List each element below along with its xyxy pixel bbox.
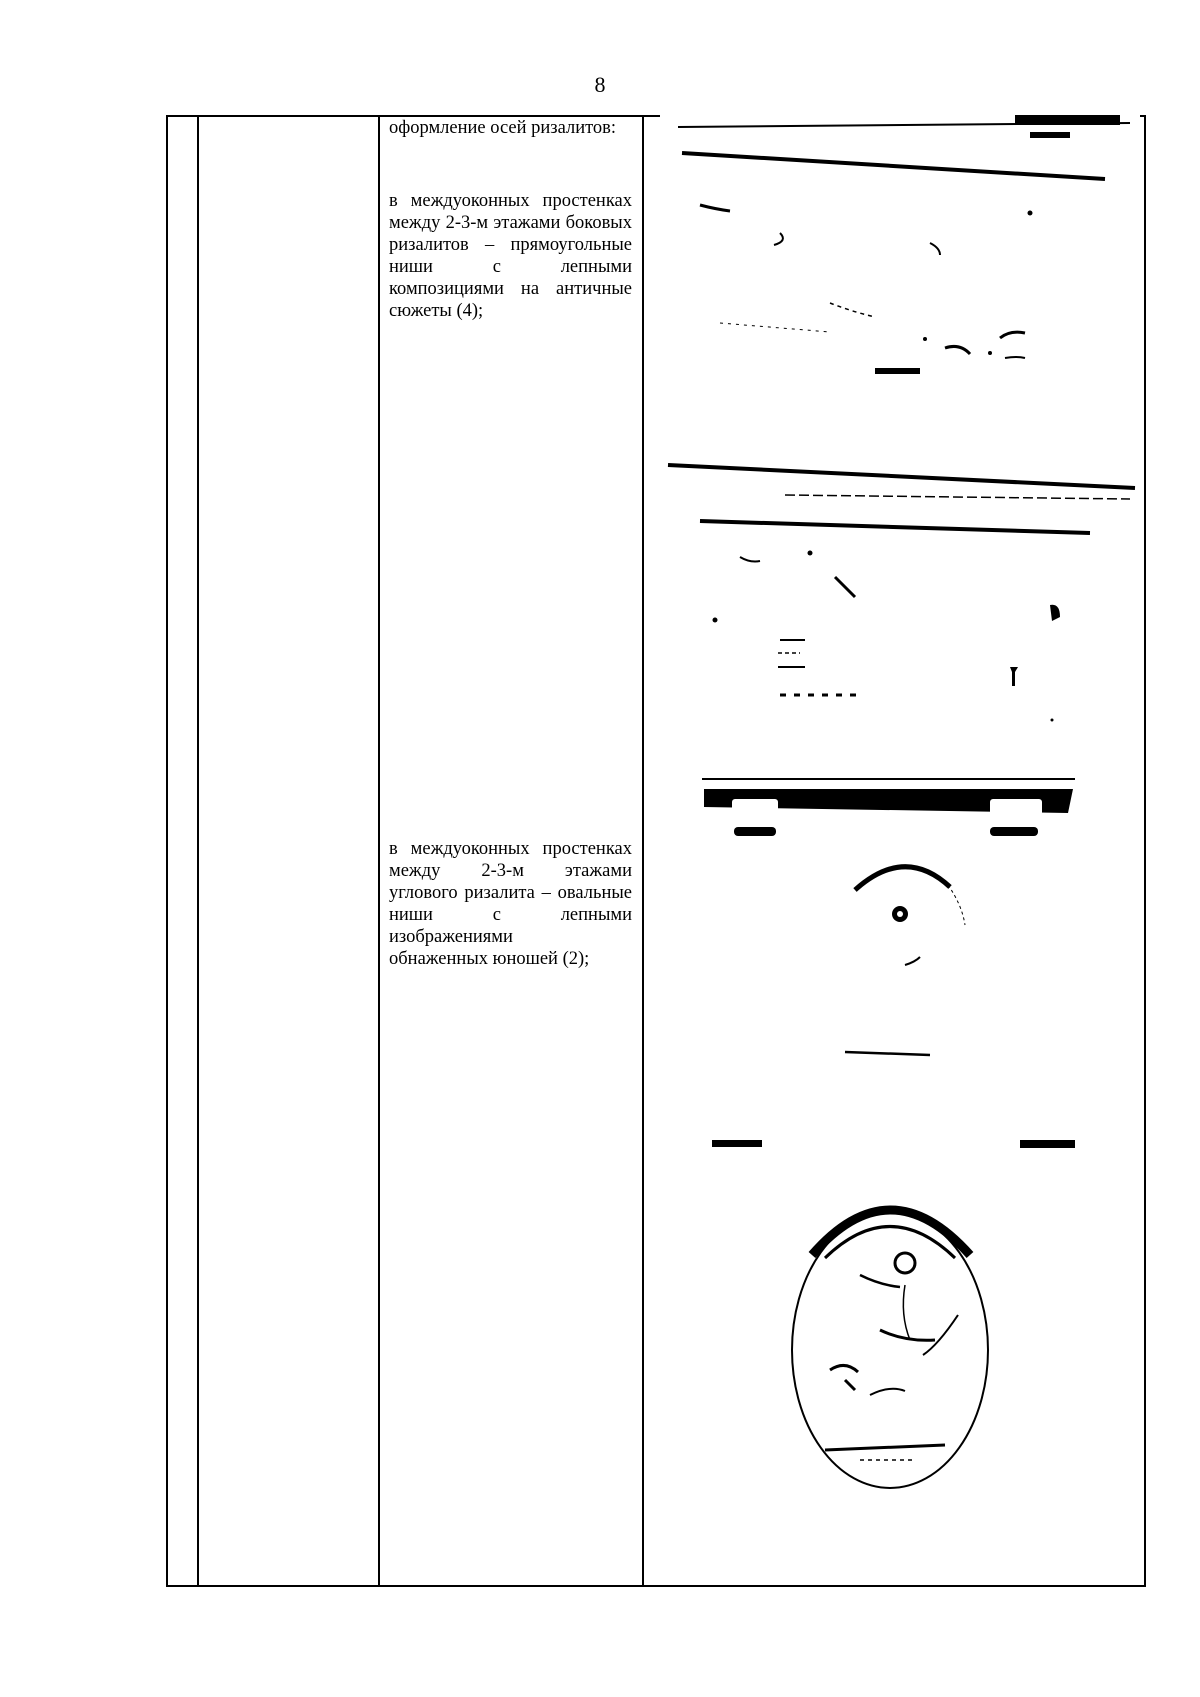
text-cell-item-1 [389,190,632,322]
rectangular-niche-photo-1 [660,113,1140,383]
text-cell-heading [389,117,632,139]
column-divider-3 [642,117,644,1585]
column-divider-2 [378,117,380,1585]
column-divider-1 [197,117,199,1585]
heading-text: оформление осей ризалитов: [389,118,617,138]
oval-niche-photo-1 [690,775,1100,1095]
item-2-text: в междуоконных простенках между 2-3-м этажами углового ризалита – овальные ниши с лепными изображениями [389,839,632,947]
oval-niche-photo-2 [700,1125,1080,1495]
rectangular-niche-photo-2 [660,455,1140,735]
text-cell-item-2 [389,838,632,970]
item-2-text-continued: обнаженных юношей (2); [389,949,590,969]
page-number: 8 [594,72,606,97]
item-1-text: в междуоконных простенках между 2-3-м этажами боковых ризалитов – прямоугольные ниши с лепными композициями на античные сюжеты (4); [389,191,632,321]
